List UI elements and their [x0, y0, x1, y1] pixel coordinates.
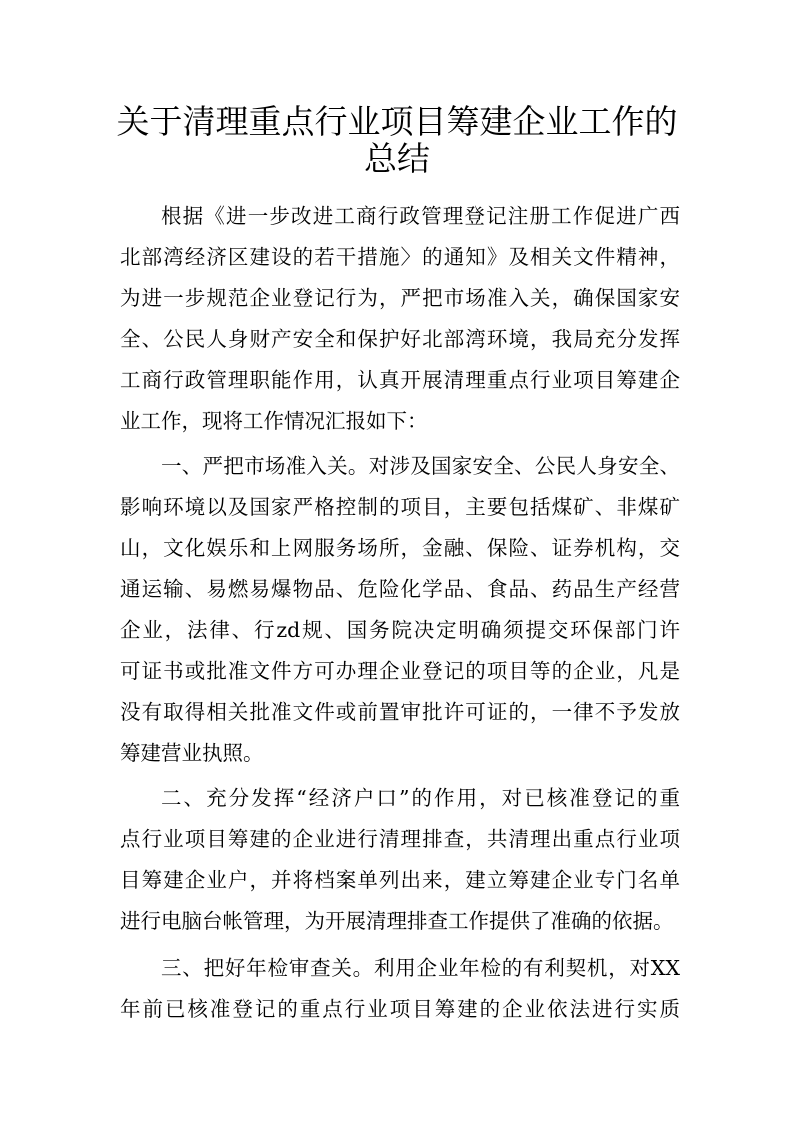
paragraph-line: 三、把好年检审查关。利用企业年检的有利契机，对XX	[161, 956, 680, 980]
paragraph-line: 目筹建企业户，并将档案单列出来，建立筹建企业专门名单	[120, 868, 680, 892]
paragraph-line: 业工作，现将工作情况汇报如下：	[120, 409, 428, 433]
paragraph-line: 可证书或批准文件方可办理企业登记的项目等的企业，凡是	[120, 659, 680, 683]
paragraph-line: 山，文化娱乐和上网服务场所，金融、保险、证券机构，交	[120, 536, 680, 560]
paragraph-line: 北部湾经济区建设的若干措施〉的通知》及相关文件精神，	[120, 245, 680, 269]
document-title-line-1: 关于清理重点行业项目筹建企业工作的	[116, 102, 678, 141]
paragraph-line: 筹建营业执照。	[120, 741, 264, 765]
paragraph-line: 根据《进一步改进工商行政管理登记注册工作促进广西	[161, 204, 680, 228]
paragraph-line: 全、公民人身财产安全和保护好北部湾环境，我局充分发挥	[120, 327, 680, 351]
paragraph-line: 企业，法律、行zd规、国务院决定明确须提交环保部门许	[120, 618, 680, 642]
paragraph-line: 影响环境以及国家严格控制的项目，主要包括煤矿、非煤矿	[120, 495, 680, 519]
paragraph-line: 没有取得相关批准文件或前置审批许可证的，一律不予发放	[120, 700, 680, 724]
paragraph-line: 通运输、易燃易爆物品、危险化学品、食品、药品生产经营	[120, 577, 680, 601]
paragraph-line: 工商行政管理职能作用，认真开展清理重点行业项目筹建企	[120, 368, 680, 392]
document-title-line-2: 总结	[364, 139, 430, 178]
paragraph-line: 一、严把市场准入关。对涉及国家安全、公民人身安全、	[161, 454, 680, 478]
paragraph-line: 进行电脑台帐管理，为开展清理排查工作提供了准确的依据。	[120, 909, 674, 933]
paragraph-line: 点行业项目筹建的企业进行清理排查，共清理出重点行业项	[120, 827, 680, 851]
paragraph-line: 为进一步规范企业登记行为，严把市场准入关，确保国家安	[120, 286, 680, 310]
paragraph-line: 二、充分发挥“经济户口”的作用，对已核准登记的重	[161, 786, 680, 810]
paragraph-line: 年前已核准登记的重点行业项目筹建的企业依法进行实质	[120, 997, 680, 1021]
